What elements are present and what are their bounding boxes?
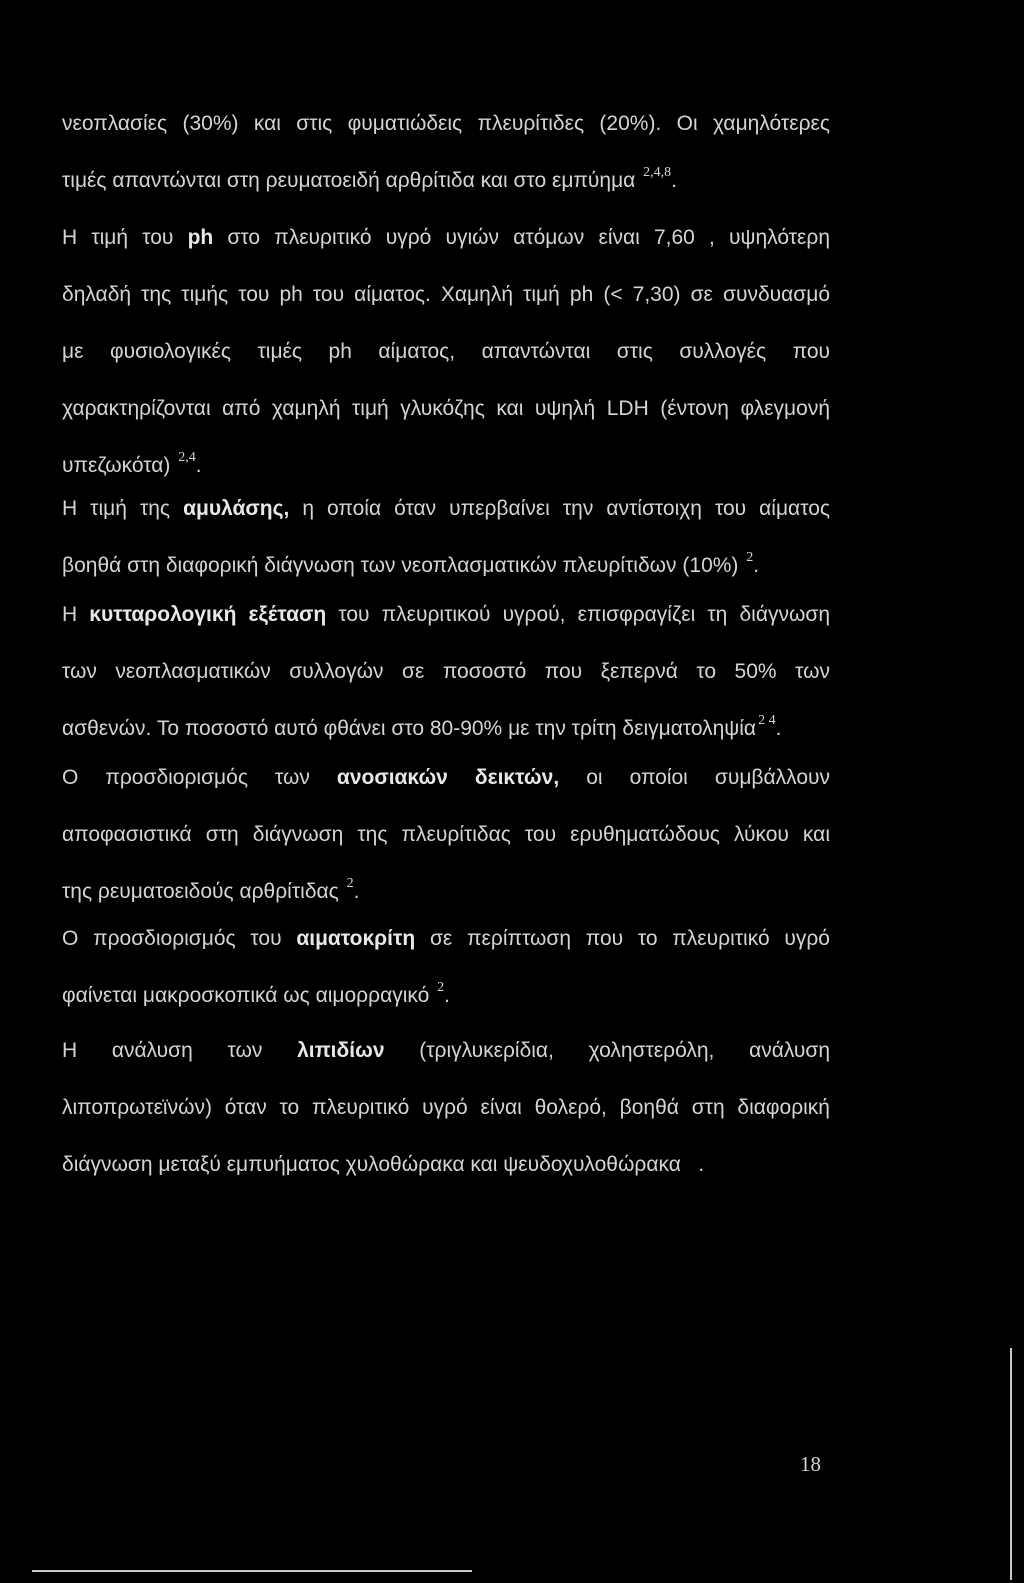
paragraph-immune-markers [62,749,830,920]
text-line [62,165,677,192]
text-span: τιμές απαντώνται στη ρευματοειδή αρθρίτιδα και στο εμπύημα [62,169,636,192]
text-span: Η [62,603,90,626]
footer-rule [32,1570,472,1572]
keyword-cytology: κυτταρολογική εξέταση [89,603,327,626]
reference-superscript: 2,4 [178,450,196,465]
text-line: νεοπλασίες (30%) και στις φυματιώδεις πλευρίτιδες (20%). Οι χαμηλότερες [62,112,830,135]
keyword-ph: ph [187,226,214,249]
text-span: της ρευματοειδούς αρθρίτιδας [62,880,339,903]
page-number: 18 [800,1452,821,1476]
keyword-amylase: αμυλάσης, [183,497,290,520]
text-line [62,480,830,537]
text-span: υπεζωκότα) [62,454,171,477]
reference-superscript: 2 [346,876,354,891]
text-span: η οποία όταν υπερβαίνει την αντίστοιχη του αίματος [289,497,830,520]
text-span: . [775,717,782,740]
reference-superscript: 2,4,8 [643,165,672,180]
text-span: . [444,984,450,1007]
text-span: του πλευριτικού υγρού, επισφραγίζει τη διάγνωση [326,603,830,626]
text-line: χαρακτηρίζονται από χαμηλή τιμή γλυκόζης και υψηλή LDH (έντονη φλεγμονή [62,397,830,420]
paragraph-cytology [62,586,830,757]
text-line: λιποπρωτεϊνών) όταν το πλευριτικό υγρό είναι θολερό, βοηθά στη διαφορική [62,1096,830,1119]
text-line [62,980,450,1007]
text-line: δηλαδή της τιμής του ph του αίματος. Χαμηλή τιμή ph (< 7,30) σε συνδυασμό [62,283,830,306]
text-span: Ο προσδιορισμός των [62,766,337,789]
text-span: (τριγλυκερίδια, χοληστερόλη, ανάλυση [384,1039,830,1062]
keyword-immune-markers: ανοσιακών δεικτών, [336,766,560,789]
text-span: . [753,554,760,577]
text-line: με φυσιολογικές τιμές ph αίματος, απαντώνται στις συλλογές που [62,340,830,363]
paragraph-tumor-ph-values [62,95,830,209]
text-span: Η τιμή της [62,497,184,520]
text-span: στο πλευριτικό υγρό υγιών ατόμων είναι 7,60 , υψηλότερη [213,226,830,249]
text-span: ασθενών. Το ποσοστό αυτό φθάνει στο 80-90% με την τρίτη δειγματοληψία [62,717,757,740]
text-span: φαίνεται μακροσκοπικά ως αιμορραγικό [62,984,430,1007]
text-span: διάγνωση μεταξύ εμπυήματος χυλοθώρακα και ψευδοχυλοθώρακα [62,1153,681,1176]
paragraph-hematocrit [62,910,830,1024]
text-line [62,713,782,740]
keyword-hematocrit: αιματοκρίτη [296,927,416,950]
text-span: βοηθά στη διαφορική διάγνωση των νεοπλασματικών πλευρίτιδων (10%) [62,554,739,577]
keyword-lipids: λιπιδίων [297,1039,385,1062]
text-span: Η τιμή του [62,226,188,249]
text-span: . [195,454,202,477]
text-line [62,910,830,967]
text-line [62,450,202,477]
reference-superscript: 2 [437,980,445,995]
text-span: Η ανάλυση των [62,1039,298,1062]
text-span: . [671,169,677,192]
paragraph-amylase [62,480,830,594]
paragraph-ph [62,209,830,494]
reference-superscript: 2 [746,550,754,565]
paragraph-lipids [62,1022,830,1193]
text-line [62,1022,830,1079]
text-span: σε περίπτωση που το πλευριτικό υγρό [415,927,830,950]
text-span: . [353,880,360,903]
text-line [62,1153,704,1176]
text-line: αποφασιστικά στη διάγνωση της πλευρίτιδας του ερυθηματώδους λύκου και [62,823,830,846]
text-line [62,586,830,643]
text-line: των νεοπλασματικών συλλογών σε ποσοστό που ξεπερνά το 50% των [62,660,830,683]
text-span: . [698,1153,705,1176]
text-span: οι οποίοι συμβάλλουν [559,766,830,789]
text-line [62,209,830,266]
text-line [62,550,760,577]
text-line [62,876,360,903]
text-span: Ο προσδιορισμός του [62,927,297,950]
text-line [62,749,830,806]
reference-superscript: 2 4 [758,713,776,728]
scan-edge-line [1010,1348,1012,1580]
